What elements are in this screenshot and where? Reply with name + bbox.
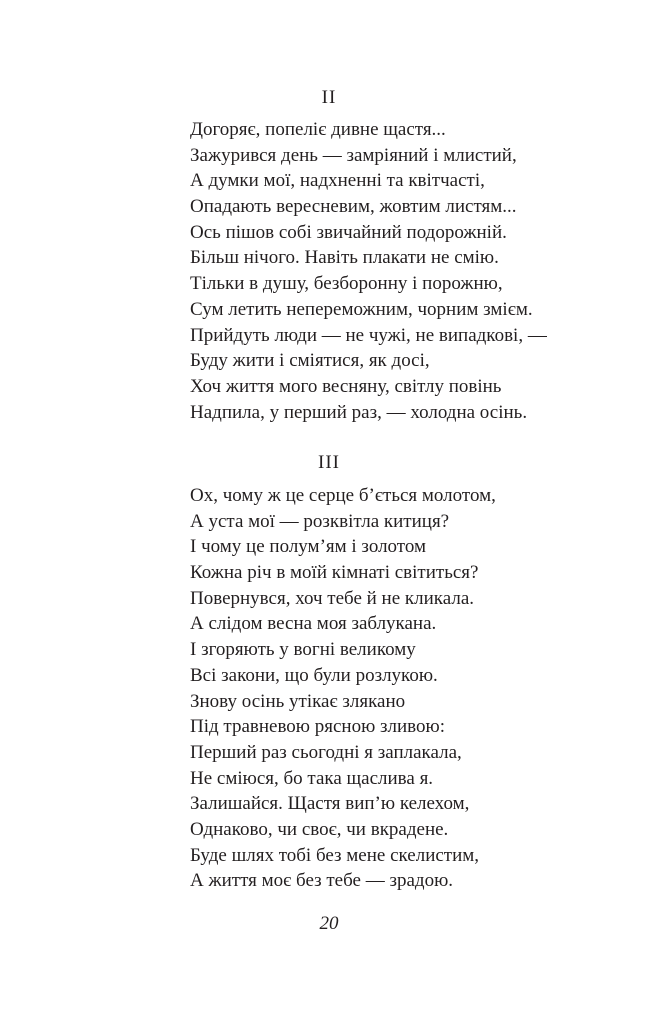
verse-line: Хоч життя мого весняну, світлу повінь (190, 375, 502, 397)
verse-line: А думки мої, надхненні та квітчасті, (190, 170, 485, 192)
verse-line: А життя моє без тебе — зрадою. (190, 870, 454, 892)
verse-line: Однаково, чи своє, чи вкрадене. (190, 818, 449, 840)
verse-line: Більш нічого. Навіть плакати не смію. (190, 247, 499, 269)
verse-line: Догоряє, попеліє дивне щастя... (190, 119, 446, 140)
poem-section-ii (190, 117, 547, 425)
section-heading-iii: III (318, 452, 340, 473)
verse-line: Тільки в душу, безборонну і порожню, (190, 273, 503, 295)
verse-line: Буде шлях тобі без мене скелистим, (190, 844, 480, 866)
verse-line: Прийдуть люди — не чужі, не випадкові, — (190, 324, 547, 346)
verse-line: І згоряють у вогні великому (190, 639, 416, 661)
verse-line: Надпила, у перший раз, — холодна осінь. (190, 401, 528, 423)
verse-line: Ось пішов собі звичайний подорожній. (190, 221, 507, 243)
verse-line: Перший раз сьогодні я заплакала, (190, 741, 462, 763)
verse-line: Ох, чому ж це серце б’ється молотом, (190, 485, 496, 506)
verse-line: Під травневою рясною зливою: (190, 716, 445, 738)
verse-line: Знову осінь утікає злякано (190, 690, 406, 712)
section-heading-ii: II (321, 87, 337, 108)
verse-line: Залишайся. Щастя вип’ю келехом, (190, 793, 470, 815)
verse-line: І чому це полум’ям і золотом (190, 536, 427, 558)
verse-line: Зажурився день — замріяний і млистий, (190, 144, 517, 166)
verse-line: Повернувся, хоч тебе й не кликала. (190, 587, 474, 609)
page-number: 20 (319, 913, 339, 934)
verse-line: Буду жити і сміятися, як досі, (190, 350, 430, 372)
verse-line: Кожна річ в моїй кімнаті світиться? (190, 562, 479, 584)
verse-line: Опадають вересневим, жовтим листям... (190, 196, 517, 218)
verse-line: А слідом весна моя заблукана. (190, 613, 437, 635)
verse-line: Всі закони, що були розлукою. (190, 664, 438, 686)
verse-line: Сум летить непереможним, чорним змієм. (190, 298, 533, 320)
verse-line: А уста мої — розквітла китиця? (190, 510, 450, 532)
verse-line: Не сміюся, бо така щаслива я. (190, 767, 434, 789)
poem-section-iii (190, 483, 496, 894)
